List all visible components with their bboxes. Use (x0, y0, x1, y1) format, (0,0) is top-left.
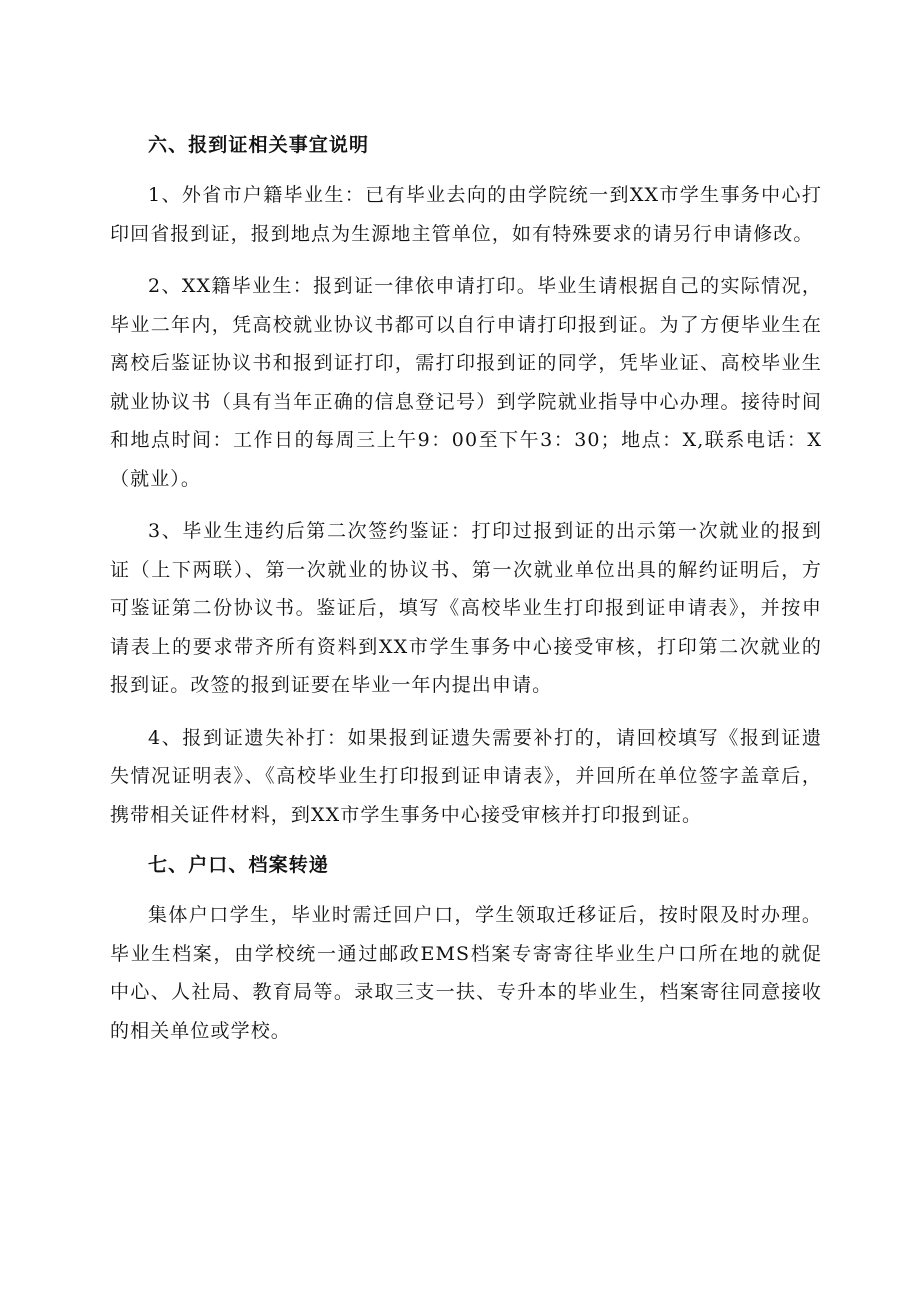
section-6-paragraph-3: 3、毕业生违约后第二次签约鉴证：打印过报到证的出示第一次就业的报到证（上下两联）、第一次就业的协议书、第一次就业单位出具的解约证明后，方可鉴证第二份协议书。鉴证后，填写《高校毕业生打印报到证申请表》，并按申请表上的要求带齐所有资料到XX市学生事务中心接受审核，打印第二次就业的报到证。改签的报到证要在毕业一年内提出申请。 (110, 520, 822, 696)
section-6-heading: 六、报到证相关事宜说明 (148, 134, 370, 156)
section-7-paragraph-1: 集体户口学生，毕业时需迁回户口，学生领取迁移证后，按时限及时办理。毕业生档案，由学校统一通过邮政EMS档案专寄寄往毕业生户口所在地的就促中心、人社局、教育局等。录取三支一扶、专升本的毕业生，档案寄往同意接收的相关单位或学校。 (110, 904, 822, 1042)
section-6-paragraph-2: 2、XX籍毕业生：报到证一律依申请打印。毕业生请根据自己的实际情况，毕业二年内，凭高校就业协议书都可以自行申请打印报到证。为了方便毕业生在离校后鉴证协议书和报到证打印，需打印报到证的同学，凭毕业证、高校毕业生就业协议书（具有当年正确的信息登记号）到学院就业指导中心办理。接待时间和地点时间：工作日的每周三上午9：00至下午3：30；地点：X,联系电话：X（就业）。 (110, 275, 822, 490)
section-7-heading: 七、户口、档案转递 (148, 854, 329, 876)
section-6-paragraph-1: 1、外省市户籍毕业生：已有毕业去向的由学院统一到XX市学生事务中心打印回省报到证，报到地点为生源地主管单位，如有特殊要求的请另行申请修改。 (110, 184, 822, 245)
document-page (110, 128, 822, 1064)
section-6-paragraph-4: 4、报到证遗失补打：如果报到证遗失需要补打的，请回校填写《报到证遗失情况证明表》、《高校毕业生打印报到证申请表》，并回所在单位签字盖章后，携带相关证件材料，到XX市学生事务中心接受审核并打印报到证。 (110, 726, 822, 826)
